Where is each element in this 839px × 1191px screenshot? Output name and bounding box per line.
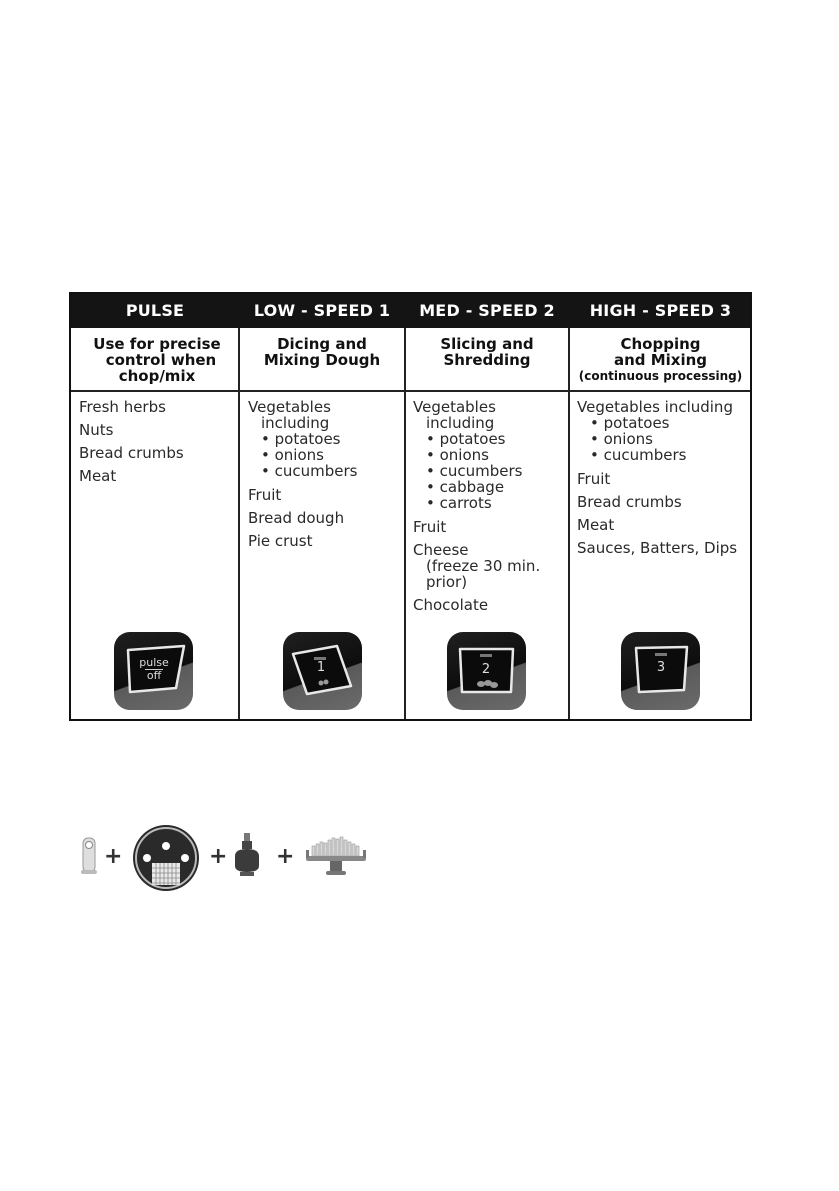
- desc-speed-3: [569, 336, 752, 384]
- list-item: • cucumbers: [413, 463, 540, 479]
- dial-label-bottom: off: [146, 669, 162, 682]
- list-item: Chocolate: [413, 596, 489, 614]
- veg-heading: Vegetables: [248, 398, 331, 416]
- pulse-dial-icon: [114, 632, 193, 710]
- desc-line: Slicing and: [440, 335, 534, 353]
- list-item: • potatoes: [577, 415, 737, 431]
- list-item: Bread crumbs: [577, 493, 682, 511]
- col-head-speed-1: LOW - SPEED 1: [253, 301, 391, 320]
- list-item: Bread crumbs: [79, 444, 184, 462]
- desc-line: Use for precise: [93, 335, 221, 353]
- dicing-grid-icon: [304, 834, 368, 878]
- body-speed-3: [577, 399, 737, 563]
- speed-guide-table: [69, 292, 752, 721]
- list-item: Meat: [577, 516, 615, 534]
- plus-sign: +: [209, 844, 228, 869]
- speed-1-dial-icon: [283, 632, 362, 710]
- list-item: • onions: [413, 447, 540, 463]
- list-item: • potatoes: [413, 431, 540, 447]
- dial-label: [138, 657, 170, 682]
- list-item-note: (freeze 30 min.: [426, 557, 541, 575]
- dicing-disc-icon: [132, 823, 200, 893]
- veg-heading: Vegetables including: [577, 398, 733, 416]
- desc-speed-2: [405, 336, 569, 368]
- list-item: Sauces, Batters, Dips: [577, 539, 738, 557]
- body-speed-2: [413, 399, 540, 620]
- desc-line: and Mixing: [613, 351, 708, 369]
- vegetables-group: [413, 399, 540, 511]
- desc-line: Mixing Dough: [263, 351, 381, 369]
- body-pulse: [79, 399, 184, 491]
- list-item: Fruit: [413, 518, 447, 536]
- list-item: • carrots: [413, 495, 540, 511]
- list-item: • onions: [248, 447, 357, 463]
- list-item: Fruit: [248, 486, 282, 504]
- plus-sign: +: [104, 844, 123, 869]
- desc-line: Chopping: [620, 335, 701, 353]
- col-head-speed-3: HIGH - SPEED 3: [589, 301, 732, 320]
- table-header-row: [71, 294, 750, 328]
- col-head-pulse: PULSE: [125, 301, 185, 320]
- list-item: • onions: [577, 431, 737, 447]
- desc-line: Shredding: [443, 351, 531, 369]
- speed-2-dial-icon: [447, 632, 526, 710]
- body-speed-1: [248, 399, 357, 556]
- list-item: • cucumbers: [577, 447, 737, 463]
- desc-line: chop/mix: [118, 367, 196, 385]
- cheese-item: [413, 542, 540, 590]
- desc-sub-line: (continuous processing): [578, 369, 743, 383]
- pusher-icon: [80, 836, 98, 876]
- list-item: Bread dough: [248, 509, 345, 527]
- plus-sign: +: [276, 844, 295, 869]
- list-item: Meat: [79, 467, 117, 485]
- list-item: Fruit: [577, 470, 611, 488]
- veg-heading: including: [261, 414, 330, 432]
- list-item: • cucumbers: [248, 463, 357, 479]
- description-divider: [71, 390, 750, 392]
- parts-assembly-row: [78, 822, 378, 894]
- dial-label: 2: [481, 662, 491, 677]
- desc-line: Dicing and: [277, 335, 367, 353]
- column-divider: [238, 328, 240, 719]
- column-divider: [568, 328, 570, 719]
- vegetables-group: [248, 399, 357, 479]
- dial-label: 1: [316, 660, 326, 675]
- desc-pulse: [71, 336, 239, 384]
- desc-speed-1: [239, 336, 405, 368]
- col-head-speed-2: MED - SPEED 2: [419, 301, 555, 320]
- drive-adapter-icon: [232, 832, 262, 878]
- list-item: Nuts: [79, 421, 114, 439]
- list-item: • potatoes: [248, 431, 357, 447]
- veg-heading: Vegetables: [413, 398, 496, 416]
- list-item: Fresh herbs: [79, 398, 166, 416]
- list-item-note: prior): [426, 573, 468, 591]
- vegetables-group: [577, 399, 737, 463]
- dial-label: 3: [656, 660, 666, 675]
- desc-line: control when: [105, 351, 217, 369]
- dial-label-top: pulse: [139, 656, 169, 669]
- speed-3-dial-icon: [621, 632, 700, 710]
- list-item: Pie crust: [248, 532, 313, 550]
- column-divider: [404, 328, 406, 719]
- list-item: • cabbage: [413, 479, 540, 495]
- veg-heading: including: [426, 414, 495, 432]
- list-item: Cheese: [413, 541, 469, 559]
